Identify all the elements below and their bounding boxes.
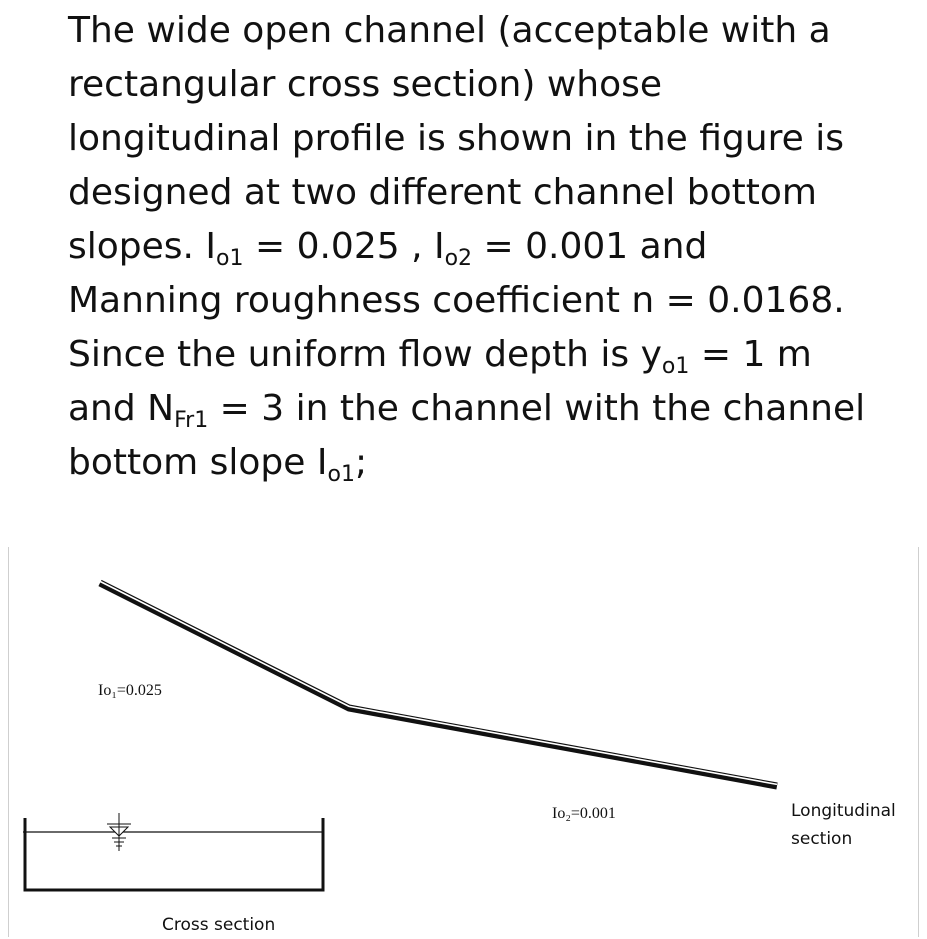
longitudinal-label-line1: Longitudinal [791, 801, 896, 821]
problem-statement [68, 4, 868, 490]
problem-text-f: ; [354, 442, 368, 483]
cross-section [23, 813, 323, 890]
slope1-label: Io₁=0.025 [98, 682, 162, 699]
problem-text-e: = 3 in the channel with the channel bottom slope I [68, 388, 866, 483]
subscript-o1-a: o1 [216, 246, 244, 271]
subscript-o1-c: o1 [327, 462, 355, 487]
cross-section-label: Cross section [162, 915, 276, 935]
slope2-label: Io₂=0.001 [552, 805, 616, 822]
subscript-o2: o2 [444, 246, 473, 271]
problem-text-b: = 0.025 , I [243, 226, 445, 267]
channel-cross-section-walls [25, 818, 323, 890]
subscript-o1-b: o1 [661, 354, 690, 379]
subscript-fr1: Fr1 [174, 408, 209, 433]
channel-figure [8, 547, 919, 937]
channel-bed-highlight [100, 581, 777, 784]
channel-diagram [9, 547, 920, 937]
longitudinal-profile [100, 581, 777, 786]
longitudinal-label-line2: section [791, 829, 853, 849]
problem-text-d: = 1 m and N [68, 334, 812, 429]
problem-text-c: = 0.001 and Manning roughness coefficient n = 0.0168. Since the uniform flow depth is y [68, 226, 845, 375]
problem-text-a: The wide open channel (acceptable with a rectangular cross section) whose longitudinal profile is shown in the figure is designed at two different channel bottom slopes. I [68, 10, 844, 267]
channel-bed-profile [100, 583, 777, 786]
